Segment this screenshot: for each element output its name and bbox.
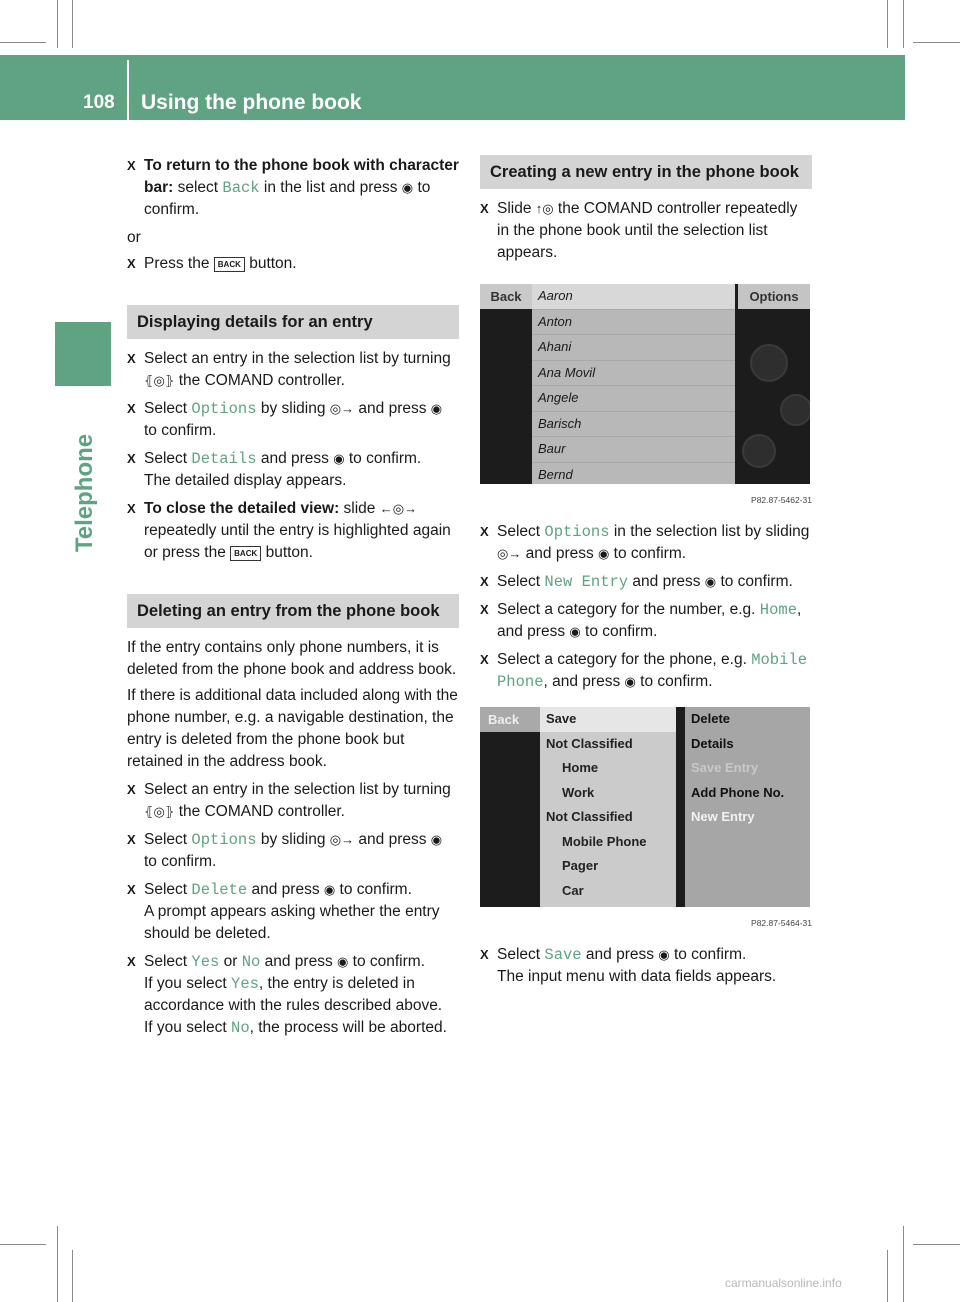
press-icon: ◉ — [624, 674, 636, 689]
list-item: Ahani — [532, 335, 735, 361]
paragraph: If there is additional data included along with the phone number, e.g. a navigable destination, the entry is deleted from the phone book but retained in the address book. — [127, 687, 458, 770]
code-details: Details — [191, 450, 257, 468]
list-item: Anton — [532, 310, 735, 336]
step-close-detailed-view: X To close the detailed view: slide ←◎→ repeatedly until the entry is highlighted again or press the BACK button. — [127, 500, 451, 561]
list-item: Aaron — [532, 284, 735, 310]
step-press-back: X Press the BACK button. — [127, 255, 297, 272]
control-knob — [742, 434, 776, 468]
result-note: The input menu with data fields appears. — [497, 968, 777, 985]
options-menu-item: Options — [738, 284, 810, 309]
step-select-options: X Select Options by sliding ◎→ and press ◉ to confirm. — [127, 400, 443, 439]
back-button-icon: BACK — [230, 546, 261, 561]
list-item: Bernd — [532, 463, 735, 485]
options-menu — [685, 707, 810, 907]
slide-right-icon: ◎→ — [497, 546, 522, 561]
header-divider — [127, 60, 129, 120]
step-marker: X — [127, 158, 136, 173]
step-select-entry: X Select an entry in the selection list by turning ⦃◎⦄ the COMAND controller. — [127, 779, 459, 823]
control-knob — [780, 394, 810, 426]
result-note: A prompt appears asking whether the entry should be deleted. — [144, 903, 440, 942]
crop-mark — [72, 0, 73, 48]
press-icon: ◉ — [337, 954, 349, 969]
crop-mark — [903, 1226, 904, 1302]
slide-right-icon: ◎→ — [329, 401, 355, 416]
menu-item: New Entry — [691, 809, 755, 824]
chapter-label: Telephone — [71, 433, 98, 553]
or-text: or — [127, 229, 141, 246]
back-button-icon: BACK — [214, 257, 245, 272]
code-no: No — [231, 1019, 250, 1037]
section-heading-details: Displaying details for an entry — [127, 305, 459, 339]
slide-left-right-icon: ←◎→ — [379, 501, 418, 516]
step-select-entry: X Select an entry in the selection list by turning ⦃◎⦄ the COMAND controller. — [127, 348, 459, 392]
press-icon: ◉ — [323, 882, 336, 897]
code-options: Options — [191, 400, 257, 418]
code-options: Options — [191, 831, 257, 849]
crop-mark — [903, 0, 904, 48]
list-item: Ana Movil — [532, 361, 735, 387]
step-select-phone-category: X Select a category for the phone, e.g. Mobile Phone, and press ◉ to confirm. — [480, 651, 808, 691]
crop-mark — [913, 42, 960, 43]
step-select-number-category: X Select a category for the number, e.g. Home, and press ◉ to confirm. — [480, 599, 812, 643]
figure-caption: P82.87-5464-31 — [751, 918, 812, 928]
press-icon: ◉ — [569, 624, 581, 639]
category-list — [540, 707, 676, 907]
screenshot-new-entry-menu — [480, 707, 810, 907]
code-delete: Delete — [191, 881, 248, 899]
press-icon: ◉ — [430, 832, 443, 847]
right-column — [480, 155, 812, 994]
crop-mark — [72, 1250, 73, 1302]
list-item: Work — [562, 784, 595, 800]
code-options: Options — [544, 523, 610, 541]
menu-item: Save Entry — [691, 760, 759, 775]
page-number: 108 — [83, 92, 115, 113]
press-icon: ◉ — [598, 546, 610, 561]
code-yes: Yes — [191, 953, 220, 971]
page-title: Using the phone book — [141, 91, 362, 114]
section-heading-delete: Deleting an entry from the phone book — [127, 594, 459, 628]
press-icon: ◉ — [658, 947, 670, 962]
list-item: Not Classified — [546, 735, 633, 751]
crop-mark — [0, 42, 46, 43]
list-item: Pager — [562, 858, 599, 873]
press-icon: ◉ — [430, 401, 443, 416]
code-mobile-phone: Mobile Phone — [497, 651, 808, 691]
code-back: Back — [222, 179, 260, 197]
list-item: Car — [562, 882, 584, 898]
result-note: The detailed display appears. — [144, 472, 347, 489]
code-save: Save — [544, 946, 582, 964]
crop-mark — [887, 1250, 888, 1302]
step-select-options: X Select Options in the selection list by sliding ◎→ and press ◉ to confirm. — [480, 521, 812, 565]
crop-mark — [913, 1244, 960, 1245]
phone-book-list — [532, 284, 735, 484]
list-item: Angele — [532, 386, 735, 412]
crop-mark — [57, 0, 58, 48]
slide-up-icon: ↑◎ — [535, 201, 554, 216]
figure-caption: P82.87-5462-31 — [751, 495, 812, 505]
code-new-entry: New Entry — [544, 573, 629, 591]
watermark: carmanualsonline.info — [725, 1276, 842, 1290]
turn-controller-icon: ⦃◎⦄ — [144, 373, 175, 388]
paragraph: If the entry contains only phone numbers, it is deleted from the phone book and address book. — [127, 639, 457, 678]
back-menu-item: Back — [480, 707, 548, 732]
list-item: Not Classified — [546, 809, 633, 824]
slide-right-icon: ◎→ — [329, 832, 355, 847]
step-select-yes-no: X Select Yes or No and press ◉ to confirm. If you select Yes, the entry is deleted in accordance with the rules described above. If you select No, the process will be aborted. — [127, 953, 447, 1037]
step-slide-up: X Slide ↑◎ the COMAND controller repeatedly in the phone book until the selection list appears. — [480, 200, 798, 261]
list-item: Save — [540, 707, 676, 732]
list-item: Mobile Phone — [562, 833, 647, 849]
step-select-delete: X Select Delete and press ◉ to confirm. A prompt appears asking whether the entry should be deleted. — [127, 881, 440, 942]
screenshot-phone-book-list — [480, 284, 810, 484]
header-bar — [0, 55, 905, 120]
step-select-save: X Select Save and press ◉ to confirm. The input menu with data fields appears. — [480, 946, 777, 985]
turn-controller-icon: ⦃◎⦄ — [144, 804, 175, 819]
code-no: No — [241, 953, 261, 971]
menu-item: Details — [691, 735, 734, 751]
press-icon: ◉ — [333, 451, 345, 466]
crop-mark — [57, 1226, 58, 1302]
step-select-details: X Select Details and press ◉ to confirm. The detailed display appears. — [127, 450, 422, 489]
press-icon: ◉ — [401, 180, 414, 195]
code-yes: Yes — [231, 975, 259, 993]
list-item: Home — [562, 760, 599, 775]
list-item: Baur — [532, 437, 735, 463]
press-icon: ◉ — [704, 574, 717, 589]
step-select-options: X Select Options by sliding ◎→ and press ◉ to confirm. — [127, 831, 443, 870]
back-menu-item: Back — [480, 284, 532, 309]
list-item: Barisch — [532, 412, 735, 438]
control-knob — [750, 344, 788, 382]
menu-item: Delete — [691, 711, 731, 726]
step-return-to-character-bar: X To return to the phone book with character bar: select Back in the list and press ◉ to confirm. — [127, 157, 459, 218]
side-tab — [55, 322, 111, 386]
crop-mark — [887, 0, 888, 48]
code-home: Home — [759, 601, 798, 619]
crop-mark — [0, 1244, 46, 1245]
menu-item: Add Phone No. — [691, 784, 785, 800]
left-column — [127, 155, 459, 1045]
section-heading-new-entry: Creating a new entry in the phone book — [480, 155, 812, 189]
step-select-new-entry: X Select New Entry and press ◉ to confirm. — [480, 573, 793, 591]
